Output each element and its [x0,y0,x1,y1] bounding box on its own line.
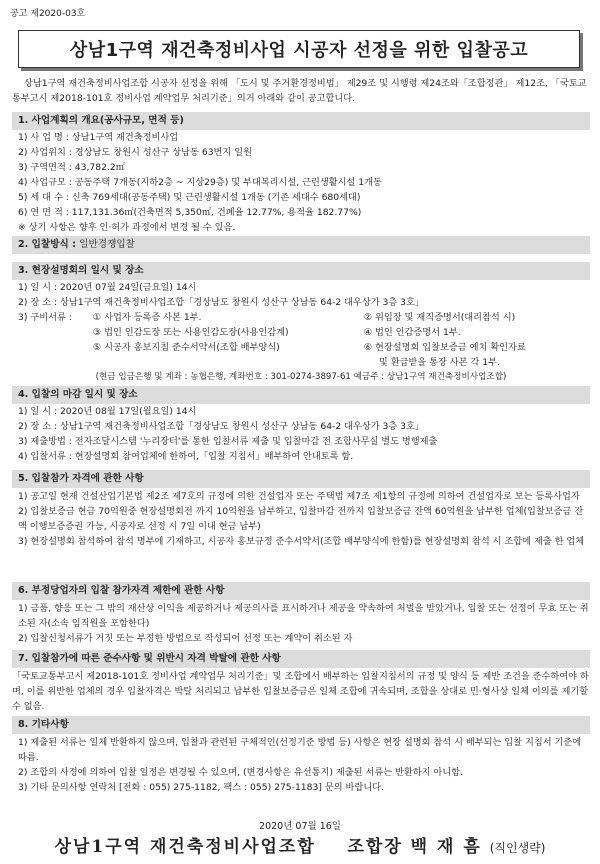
s3-docs-label: 3) 구비서류 : [18,312,72,323]
s1-line: 1) 사 업 명 : 상남1구역 재건축정비사업 [18,132,179,143]
s3-docs-row [12,310,590,325]
intro-paragraph: 상남1구역 재건축정비사업조합 시공자 선정을 위해 「도시 및 주거환경정비법」 제29조 및 시행령 제24조와「조합정관」 제12조, 「국토교통부고시 제2018-101호 정비사업 계약업무 처리기준」의거 아래와 같이 공고합니다. [12,78,587,104]
section-5-header: 5. 입찰참가 자격에 관한 사항 [12,470,590,488]
section-2 [12,236,590,254]
section-4-header: 4. 입찰의 마감 일시 및 장소 [12,386,590,404]
section-2-header [12,236,590,254]
section-3 [12,262,590,385]
notice-date: 2020년 07월 16일 [259,821,341,832]
section-7 [12,650,590,714]
signature-org: 상남1구역 재건축정비사업조합 [54,837,316,857]
s4-line: 1) 일 시 : 2020년 08월 17일(월요일) 14시 [18,406,197,417]
s5-item: 2) 입찰보증금 현금 70억원중 현장설명회전 까지 10억원을 납부하고, 입찰마감 전까지 입찰보증금 잔액 60억원을 납부한 업체(입찰보증금 잔액 이행보증증권 가능, 시공자로 선정 시 7일 이내 현금 납부) [18,506,584,532]
bid-method-value: 일반경쟁입찰 [79,239,135,250]
s1-line: 6) 연 면 적 : 117,131.36㎡(건축면적 5,350㎡, 건폐율 12.77%, 용적율 182.77%) [18,207,362,218]
doc-item: ② 위임장 및 재직증명서(대리참석 시) [363,312,516,323]
section-7-header: 7. 입찰참가에 따른 준수사항 및 위반시 자격 박탈에 관한 사항 [12,650,590,668]
s6-item: 1) 금품, 향응 또는 그 밖의 재산상 이익을 제공하거나 제공의사를 표시하거나 제공을 약속하여 처벌을 받았거나, 입찰 또는 선정이 무효 또는 취소된 자(소속 임직원을 포함한다) [18,603,589,629]
section-1 [12,112,590,235]
s1-line: 5) 세 대 수 : 신축 769세대(공동주택) 및 근린생활시설 1개동 (기존 세대수 680세대) [18,192,361,203]
signature-title: 조합장 백 재 흠 [347,837,482,857]
section-4 [12,386,590,464]
doc-item: ③ 법인 인감도장 또는 사용인감도장(사용인감계) [92,327,289,338]
title-box [18,30,580,68]
section-3-header: 3. 현장설명회의 일시 및 장소 [12,262,590,280]
s3-docs-row [12,355,590,370]
s4-line: 2) 장 소 : 상남1구역 재건축정비사업조합「경상남도 창원시 성산구 상남동 64-2 대우상가 3층 3호」 [18,421,425,432]
s8-item: 1) 제출된 서류는 일체 반환하지 않으며, 입찰과 관련된 구체적인(선정기준 방법 등) 사항은 현장 설명회 참석 시 배부되는 입찰 지침서 기준에 따름. [18,737,582,763]
s5-item: 1) 공고일 현재 건설산업기본법 제2조 제7호의 규정에 의한 건설업자 또는 주택법 제7조 제1항의 규정에 의하여 건설업자로 보는 등록사업자 [18,491,580,502]
s1-line: 3) 구역면적 : 43,782.2㎡ [18,162,125,173]
seal-omitted-note: (직인생략) [489,841,546,855]
section-6-header: 6. 부정당업자의 입찰 참가자격 제한에 관한 사항 [12,582,590,600]
s3-docs-row [12,325,590,340]
s4-line: 3) 제출방법 : 전자조달시스템 '누리장터'를 통한 입찰서류 제출 및 입찰마감 전 조합사무실 별도 병행제출 [18,436,438,447]
s7-text: 「국토교통부고시 제2018-101호 정비사업 계약업무 처리기준」및 조합에서 배부하는 입찰지침서의 규정 및 양식 등 제반 조건을 준수하여야 하며, 이를 위반한 업체의 경우 입찰자격은 박탈 처리되고 납부한 입찰보증금은 일체 조합에 귀속되며, 조합을 상대로 민·형사상 일체 이의를 제기할 수 없음. [12,671,589,712]
doc-item: ④ 법인 인감증명서 1부. [363,327,461,338]
section-6 [12,582,590,646]
doc-item: ⑤ 시공자 홍보지침 준수서약서(조합 배부양식) [92,342,280,353]
s8-item: 3) 기타 문의사항 연락처 [전화 : 055) 275-1182, 팩스 : 055) 275-1183] 문의 바랍니다. [18,782,384,793]
s1-line: 4) 사업규모 : 공동주택 7개동(지하2층 ~ 지상29층) 및 부대복리시설, 근린생활시설 1개동 [18,177,382,188]
s4-line: 4) 입찰서류 : 현장설명회 참여업체에 한하여,「입찰 지침서」배부하여 안내토록 함. [18,451,354,462]
s1-note: ※ 상기 사항은 향후 인·허가 과정에서 변경 될 수 있음. [18,222,236,233]
doc-item: ① 사업자 등록증 사본 1부. [92,312,202,323]
doc-item: ⑥ 현장설명회 입찰보증금 예치 확인자료 [363,342,526,353]
section-8-header: 8. 기타사항 [12,716,590,734]
section-2-label: 2. 입찰방식 : [18,239,76,250]
s3-datetime: 1) 일 시 : 2020년 07월 24일(금요일) 14시 [18,282,197,293]
s1-line: 2) 사업위치 : 경상남도 창원시 성산구 상남동 63번지 일원 [18,147,252,158]
s6-item: 2) 입찰신청서류가 거짓 또는 부정한 방법으로 작성되어 선정 또는 계약이 취소된 자 [18,633,353,644]
section-1-header: 1. 사업계획의 개요(공사규모, 면적 등) [12,112,590,130]
bank-account-note: (현금 입금은행 및 계좌 : 농협은행, 계좌번호 : 301-0274-3897-61 예금주 : 상남1구역 재건축정비사업조합) [95,372,507,382]
signature-line [0,832,600,857]
section-8 [12,716,590,795]
section-5 [12,470,590,549]
doc-item-continued: 및 환급받을 통장 사본 각 1부. [378,357,500,368]
page-title: 상남1구역 재건축정비사업 시공자 선정을 위한 입찰공고 [69,40,529,61]
notice-number: 공고 제2020-03호 [10,9,86,19]
s5-item: 3) 현장설명회 참석하여 참석 명부에 기재하고, 시공자 홍보규정 준수서약서(조합 배부양식에 한함)를 현장설명회 참석 시 조합에 제출 한 업체 [18,536,585,547]
s3-place: 2) 장 소 : 상남1구역 재건축정비사업조합「경상남도 창원시 성산구 상남동 64-2 대우상가 3층 3호」 [18,297,425,308]
s3-docs-row [12,340,590,355]
s8-item: 2) 조합의 사정에 의하여 입찰 일정은 변경될 수 있으며, (변경사항은 유선통지) 제출된 서류는 반환하지 아니함. [18,767,463,778]
